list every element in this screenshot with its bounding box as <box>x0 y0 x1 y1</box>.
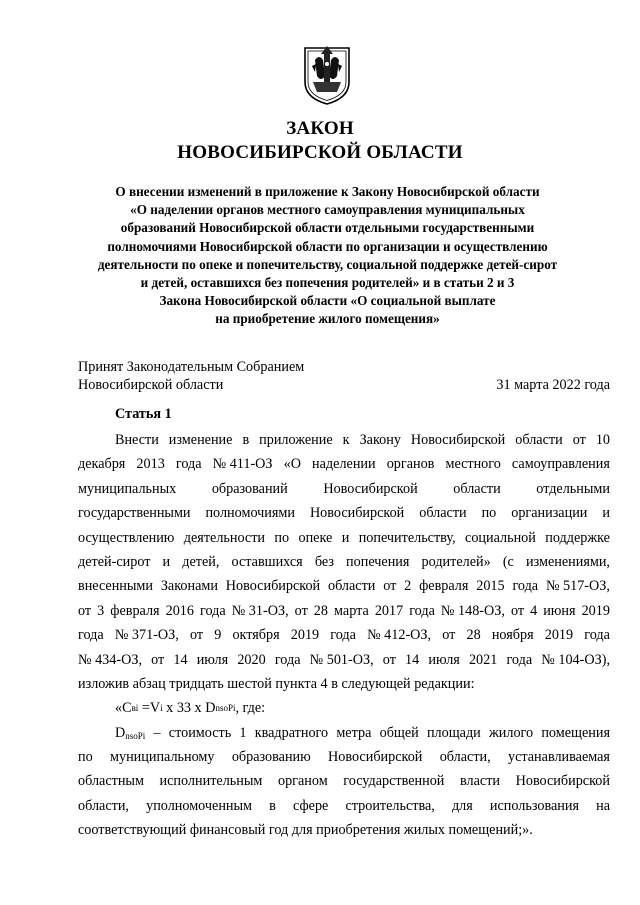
word: общей <box>379 724 419 741</box>
word: к <box>342 432 350 448</box>
word: Закону <box>359 432 401 448</box>
word: 2015 <box>476 578 505 595</box>
subtitle-line: О внесении изменений в приложение к Закону Новосибирской области <box>115 184 540 199</box>
word: стоимость <box>168 724 232 741</box>
word: Новосибирской <box>323 480 418 497</box>
word: приложение <box>259 432 333 448</box>
word: от <box>151 651 165 668</box>
word: местного <box>445 456 501 473</box>
word: сфере <box>292 797 329 814</box>
word: органов <box>386 456 435 473</box>
word: Новосибирской <box>328 749 423 766</box>
word: июня <box>543 602 576 619</box>
word: по <box>78 749 93 766</box>
word: в <box>269 797 276 814</box>
justified-line <box>78 452 610 476</box>
word: «О <box>283 456 301 473</box>
subtitle-line: и детей, оставшихся без попечения родителей» и в статьи 2 и 3 <box>140 275 515 291</box>
word: полномочиями <box>205 505 295 522</box>
word: области <box>327 578 376 595</box>
word: (с <box>502 553 514 570</box>
word: 2016 <box>165 602 194 619</box>
word: опеке <box>298 529 333 546</box>
word: осуществлению <box>78 529 175 546</box>
word: № 411-ОЗ <box>212 456 273 473</box>
article-body <box>78 428 610 843</box>
definition-first-line <box>78 721 610 745</box>
word: детей-сирот <box>78 553 151 570</box>
word: помещения <box>541 724 610 741</box>
word: 2 <box>404 578 412 595</box>
word: области, <box>78 797 129 814</box>
word: и <box>162 553 171 570</box>
word: 10 <box>595 432 610 448</box>
definition-term: $D_{nsoPi}$ <box>115 724 146 741</box>
justified-line <box>78 769 610 793</box>
word: попечительству, <box>358 529 456 546</box>
subtitle-line: деятельности по опеке и попечительству, социальной поддержке детей-сирот <box>97 256 558 272</box>
word: оставшихся <box>231 553 303 570</box>
word: образований <box>211 480 288 497</box>
word: № 517-ОЗ, <box>545 578 610 595</box>
definition-last-text: соответствующий финансовый год для приобретения жилых помещений;». <box>78 822 533 839</box>
word: Новосибирской <box>515 773 610 790</box>
word: 2013 <box>136 456 165 473</box>
word: июля <box>196 651 229 668</box>
word: наделении <box>312 456 376 473</box>
word: – <box>153 724 161 741</box>
word: социальной <box>465 529 536 546</box>
law-title-line-2: НОВОСИБИРСКОЙ ОБЛАСТИ <box>177 142 463 163</box>
definition-last-line <box>78 818 610 842</box>
word: 14 <box>405 651 420 668</box>
word: области <box>453 480 501 497</box>
word: 2017 <box>374 602 404 619</box>
justified-line <box>78 794 610 818</box>
justified-line <box>78 623 610 647</box>
word: квадратного <box>254 724 329 741</box>
word: года <box>512 578 539 595</box>
formula-line: «С вi =V i х 33 х D nsoPi , где: <box>115 700 266 717</box>
justified-line <box>78 574 610 598</box>
word: жилого <box>488 724 534 741</box>
adoption-date: 31 марта 2022 года <box>496 377 610 393</box>
word: 28 <box>313 602 328 619</box>
subtitle-line: образований Новосибирской области отдельными государственными <box>120 220 535 236</box>
word: Новосибирской <box>309 505 405 522</box>
adopted-by-line-1: Принят Законодательным Собранием <box>78 359 305 375</box>
word: от <box>189 627 204 644</box>
novosibirsk-coat-of-arms-icon <box>301 42 353 106</box>
adopted-by-line-2: Новосибирской области <box>78 377 224 393</box>
word: области <box>419 505 467 522</box>
word: области, <box>439 749 491 766</box>
word: 2020 <box>237 651 266 668</box>
word: образованию <box>231 749 311 766</box>
paragraph-last-text: изложив абзац тридцать шестой пункта 4 в следующей редакции: <box>78 675 475 692</box>
word: № 501-ОЗ, <box>309 651 374 668</box>
word: июля <box>428 651 460 668</box>
word: Законами <box>160 578 218 595</box>
word: областным <box>78 773 144 790</box>
word: области <box>515 432 563 448</box>
word: от <box>78 602 92 619</box>
word: года <box>274 651 301 668</box>
word: органом <box>277 773 328 790</box>
word: использования <box>489 797 579 814</box>
word: в <box>242 432 250 448</box>
article-heading: Статья 1 <box>115 406 172 422</box>
word: № 104-ОЗ), <box>541 651 610 668</box>
word: 2019 <box>581 602 610 619</box>
word: исполнительным <box>159 773 263 790</box>
word: от <box>383 578 397 595</box>
word: и <box>341 529 350 546</box>
word: родителей» <box>421 553 491 570</box>
word: Внести <box>115 432 159 448</box>
word: года <box>584 627 610 644</box>
justified-line <box>78 550 610 574</box>
subtitle-line: полномочиями Новосибирской области по организации и осуществлению <box>107 238 548 254</box>
word: октября <box>232 627 280 644</box>
word: февраля <box>110 602 160 619</box>
word: уполномоченным <box>146 797 253 814</box>
word: 2019 <box>290 627 320 644</box>
word: строительства, <box>345 797 435 814</box>
justified-line <box>78 526 610 550</box>
subtitle-line: на приобретение жилого помещения» <box>215 311 440 327</box>
word: № 371-ОЗ, <box>114 627 179 644</box>
word: поддержке <box>545 529 610 546</box>
adoption-block <box>78 358 610 394</box>
word: Новосибирской <box>410 432 506 448</box>
justified-line <box>78 428 610 452</box>
word: муниципальному <box>110 749 215 766</box>
subtitle-line: «О наделении органов местного самоуправления муниципальных <box>130 202 525 218</box>
word: государственными <box>78 505 191 522</box>
word: № 434-ОЗ, <box>78 651 142 668</box>
word: организации <box>511 505 588 522</box>
word: 2019 <box>544 627 574 644</box>
word: и <box>602 505 610 522</box>
word: февраля <box>419 578 469 595</box>
law-title <box>0 117 640 165</box>
word: года <box>330 627 356 644</box>
word: 4 <box>530 602 538 619</box>
paragraph-last-line <box>78 672 610 696</box>
word: года <box>78 627 104 644</box>
word: на <box>596 797 610 814</box>
word: государственной <box>343 773 445 790</box>
word: Новосибирской <box>225 578 321 595</box>
word: метра <box>336 724 372 741</box>
law-subtitle <box>40 183 615 329</box>
justified-line <box>78 648 610 672</box>
word: попечения <box>346 553 410 570</box>
word: года <box>200 602 226 619</box>
word: деятельности <box>183 529 266 546</box>
word: изменениями, <box>525 553 610 570</box>
word: № 148-ОЗ, <box>440 602 505 619</box>
word: от <box>382 651 396 668</box>
word: для <box>451 797 473 814</box>
word: 28 <box>466 627 481 644</box>
word: изменение <box>168 432 233 448</box>
word: по <box>481 505 497 522</box>
word: муниципальных <box>78 480 177 497</box>
word: года <box>506 651 533 668</box>
justified-line <box>78 599 610 623</box>
subtitle-line: Закона Новосибирской области «О социальной выплате <box>159 293 496 309</box>
word: детей, <box>182 553 220 570</box>
word: марта <box>334 602 369 619</box>
word: от <box>572 432 586 448</box>
law-title-line-1: ЗАКОН <box>286 118 354 139</box>
word: по <box>274 529 290 546</box>
word: отдельными <box>536 480 610 497</box>
word: года <box>175 456 202 473</box>
justified-line <box>78 501 610 525</box>
word: № 412-ОЗ, <box>367 627 432 644</box>
word: 1 <box>239 724 247 741</box>
word: самоуправления <box>511 456 610 473</box>
word: от <box>510 602 525 619</box>
word: площади <box>426 724 481 741</box>
word: от <box>442 627 456 644</box>
word: 3 <box>97 602 105 619</box>
word: года <box>409 602 435 619</box>
word: № 31-ОЗ, <box>231 602 289 619</box>
word: ноября <box>491 627 534 644</box>
word: 2021 <box>468 651 498 668</box>
justified-line <box>78 477 610 501</box>
word: без <box>314 553 334 570</box>
word: от <box>294 602 308 619</box>
word: 9 <box>214 627 222 644</box>
word: власти <box>460 773 500 790</box>
justified-line <box>78 745 610 769</box>
word: декабря <box>78 456 126 473</box>
word: устанавливаемая <box>508 749 610 766</box>
word: внесенными <box>78 578 153 595</box>
word: 14 <box>173 651 188 668</box>
